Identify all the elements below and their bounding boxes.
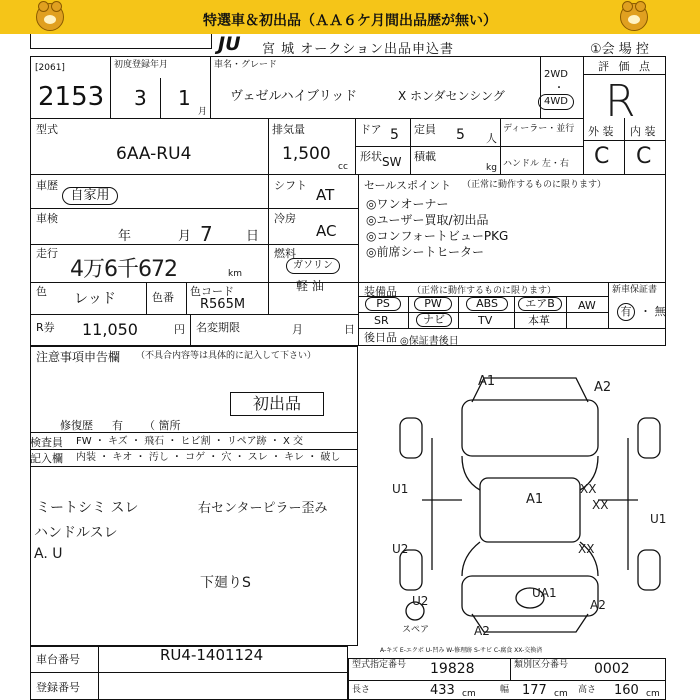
color-value: レッド [74, 291, 116, 307]
rear-value: ◎保証書後日 [400, 336, 459, 347]
equip-tv: TV [478, 314, 493, 327]
repair-count: （ 箇所 [144, 419, 181, 432]
rating-label: 評 価 点 [598, 60, 653, 73]
dealer-label: ディーラー・並行 [503, 124, 575, 134]
damage-legend: A-キズ E-エクボ U-凹み W-修理跡 S-サビ C-腐食 XX-交換済 [380, 647, 543, 654]
notice-frame [30, 346, 358, 646]
drive-2wd: 2WD [544, 69, 568, 80]
mark-a2-bottom: A2 [474, 624, 490, 638]
shift-label: シフト [274, 179, 307, 192]
repair-label: 修復歴 [60, 419, 93, 432]
shape-value: SW [382, 155, 402, 169]
fuel-label: 燃料 [274, 247, 296, 260]
note-line-4: 右センターピラー歪み [198, 501, 328, 516]
interior-label: 内 装 [630, 125, 656, 138]
length-value: 433 [430, 683, 455, 698]
color-code-label: 色コード [190, 285, 234, 298]
inspection-label: 車検 [36, 212, 58, 225]
chassis-value: RU4-1401124 [160, 646, 264, 664]
interior-value: C [636, 144, 652, 169]
car-name: ヴェゼルハイブリッド [230, 89, 358, 104]
exterior-value: C [594, 144, 610, 169]
fuel-value: ガソリン [286, 258, 340, 274]
equip-aw: AW [578, 299, 596, 312]
load-unit: kg [486, 163, 497, 173]
exterior-label: 外 装 [588, 125, 614, 138]
car-grade: X ホンダセンシング [398, 89, 505, 103]
doors-value: 5 [390, 127, 399, 143]
equip-airbag: エアB [518, 297, 562, 311]
width-unit: cm [554, 689, 568, 699]
copy-label: ①会 場 控 [590, 42, 649, 57]
notice-label: 注意事項申告欄 [36, 350, 121, 364]
capacity-unit: 人 [486, 132, 497, 145]
entry-items: 内装 ・ キオ ・ 汚し ・ コゲ ・ 穴 ・ スレ ・ キレ ・ 破し [76, 452, 341, 463]
equip-leather: 本革 [528, 314, 550, 327]
capacity-value: 5 [456, 127, 465, 143]
ac-label: 冷房 [274, 212, 296, 225]
note-line-1: ミートシミ スレ [36, 500, 139, 516]
chassis-label: 車台番号 [36, 653, 80, 666]
mark-u2-bottom: U2 [412, 594, 429, 608]
mark-xx-right-1: XX [580, 482, 597, 496]
mark-ua1-bottom: UA1 [532, 586, 557, 600]
cert-value: 19828 [430, 661, 475, 677]
displacement-unit: cc [338, 162, 348, 172]
banner-title: 特選車＆初出品（ＡＡ６ケ月間出品歴が無い） [203, 13, 497, 29]
equip-abs: ABS [466, 297, 508, 311]
fuel-other: 軽 油 [296, 279, 324, 293]
capacity-label: 定員 [414, 123, 436, 136]
spare-label: スペア [402, 625, 430, 635]
lot-code: [2061] [35, 63, 65, 73]
repair-value: 有 [112, 419, 123, 432]
inspection-day-value: 7 [200, 222, 213, 246]
sales-point-2: ◎ユーザー買取/初出品 [366, 213, 489, 227]
mark-xx-right-3: XX [578, 542, 595, 556]
load-label: 積載 [414, 150, 436, 163]
equip-navi: ナビ [416, 313, 452, 327]
sales-point-3: ◎コンフォートビューPKG [366, 229, 509, 243]
form-title: 宮 城 オークション出品申込書 [262, 42, 455, 57]
name-change-month: 月 [292, 323, 303, 336]
vehicle-type-value: 自家用 [62, 187, 118, 205]
mark-xx-right-2: XX [592, 498, 609, 512]
category-value: 0002 [594, 661, 630, 677]
drive-4wd: 4WD [538, 94, 574, 110]
cert-label: 型式指定番号 [352, 660, 407, 670]
notice-note: （不具合内容等は具体的に記入して下さい） [136, 351, 317, 361]
first-reg-year: 3 [134, 86, 147, 110]
first-reg-month-unit: 月 [198, 107, 208, 117]
displacement-label: 排気量 [272, 123, 305, 136]
top-banner [0, 0, 700, 34]
name-change-day: 日 [344, 323, 355, 336]
entry-label: 記入欄 [30, 452, 63, 465]
reg-number-label: 登録番号 [36, 681, 80, 694]
first-reg-month: 1 [178, 86, 191, 110]
inspector-label: 検査員 [30, 436, 63, 449]
length-label: 長さ [352, 685, 371, 695]
width-value: 177 [522, 683, 547, 698]
color-number-label: 色番 [152, 291, 174, 304]
mileage-value: 4万6千672 [70, 257, 177, 282]
shift-value: AT [316, 186, 335, 204]
note-line-3: A. U [34, 546, 63, 562]
rating-value: R [605, 76, 636, 127]
height-unit: cm [646, 689, 660, 699]
mark-u2-left: U2 [392, 542, 409, 556]
first-listing-stamp: 初出品 [230, 392, 324, 416]
length-unit: cm [462, 689, 476, 699]
warranty-label: 新車保証書 [612, 285, 658, 295]
mark-a2-top: A2 [594, 380, 612, 395]
first-reg-label: 初度登録年月 [114, 60, 169, 70]
sales-points-note: （正常に動作するものに限ります） [462, 180, 607, 190]
category-label: 類別区分番号 [514, 660, 569, 670]
equip-pw: PW [414, 297, 452, 311]
recycle-label: R券 [36, 321, 55, 334]
warranty-value: 有 [617, 303, 635, 321]
mark-a1-center: A1 [526, 492, 544, 507]
inspector-codes: FW ・ キズ ・ 飛石 ・ ヒビ割 ・ リペア跡 ・ X 交 [76, 436, 304, 447]
bear-mascot-icon [620, 3, 648, 31]
width-label: 幅 [500, 685, 510, 695]
equipment-label: 装備品 [364, 285, 397, 298]
equipment-note: （正常に動作するものに限ります） [412, 286, 557, 296]
ju-logo: JU [218, 33, 241, 55]
height-label: 高さ [578, 685, 597, 695]
equip-ps: PS [365, 297, 401, 311]
name-change-label: 名変期限 [196, 321, 240, 334]
warranty-none: ・ 無 [640, 305, 666, 318]
shape-label: 形状 [360, 150, 382, 163]
color-code: R565M [200, 297, 246, 312]
sales-point-1: ◎ワンオーナー [366, 197, 449, 211]
drive-dot: ・ [554, 83, 564, 94]
color-label: 色 [36, 285, 47, 298]
ac-value: AC [316, 222, 337, 240]
note-line-5: 下廻りS [200, 575, 251, 591]
displacement-value: 1,500 [282, 144, 331, 164]
equip-sr: SR [374, 314, 389, 327]
mark-a1-top: A1 [478, 374, 496, 389]
inspection-month: 月 [178, 229, 192, 244]
doors-label: ドア [360, 123, 382, 136]
recycle-unit: 円 [174, 323, 185, 336]
mileage-label: 走行 [36, 247, 58, 260]
inspection-day: 日 [246, 229, 260, 244]
note-line-2: ハンドルスレ [34, 525, 118, 541]
name-grade-label: 車名・グレード [214, 60, 278, 70]
sales-points-label: セールスポイント [364, 179, 452, 192]
handle-label: ハンドル 左・右 [503, 159, 569, 169]
lot-number: 2153 [38, 82, 105, 112]
height-value: 160 [614, 683, 639, 698]
rear-label: 後日品 [364, 331, 397, 344]
vehicle-type-label: 車歴 [36, 179, 58, 192]
recycle-value: 11,050 [82, 320, 138, 339]
header-bar [30, 34, 212, 49]
mileage-unit: km [228, 269, 242, 279]
mark-u1-right: U1 [650, 512, 667, 526]
model-value: 6AA-RU4 [116, 144, 192, 164]
model-label: 型式 [36, 123, 58, 136]
mark-a2-right: A2 [590, 598, 606, 612]
sales-point-4: ◎前席シートヒーター [366, 245, 484, 259]
inspection-year: 年 [118, 229, 132, 244]
mark-u1-left: U1 [392, 482, 409, 496]
